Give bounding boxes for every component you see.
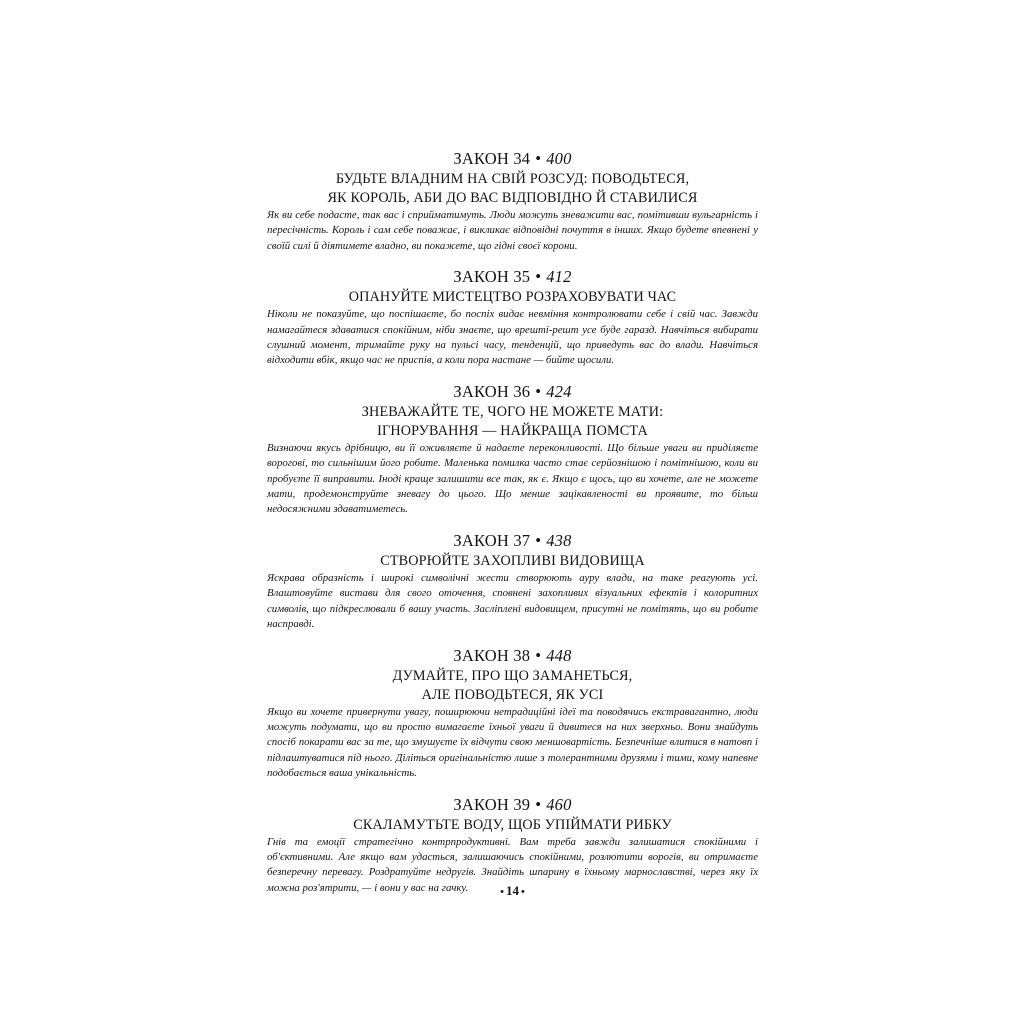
law-number: ЗАКОН 38 bbox=[453, 645, 531, 665]
law-title-line: ЯК КОРОЛЬ, АБИ ДО ВАС ВІДПОВІДНО Й СТАВИЛИСЯ bbox=[327, 190, 698, 206]
law-title-line: ДУМАЙТЕ, ПРО ЩО ЗАМАНЕТЬСЯ, bbox=[392, 667, 633, 684]
law-title-line: ІГНОРУВАННЯ — НАЙКРАЩА ПОМСТА bbox=[377, 422, 648, 439]
law-description: Гнів та емоції стратегічно контрпродуктивні. Вам треба завжди залишатися спокійними і об'єктивними. Але якщо вам удасться, залишаючись спокійними, розлютити ворогів, ви отримаєте безперечну перевагу. Роздратуйте недругів. Знайдіть шпарину в їхньому марнославстві, через яку їх можна роз'ятрити, — і вони у вас на гачку. bbox=[267, 835, 758, 894]
law-description: Яскрава образність і широкі символічні жести створюють ауру влади, на таке реагують усі. Влаштовуйте вистави для свого оточення, сповнені захопливих візуальних ефектів і колоритних символів, що підкреслювали б вашу участь. Засліплені видовищем, присутні не помітять, що ви робите насправді. bbox=[267, 571, 758, 631]
law-entry-39 bbox=[267, 795, 758, 897]
law-title-line: ЗНЕВАЖАЙТЕ ТЕ, ЧОГО НЕ МОЖЕТЕ МАТИ: bbox=[361, 403, 664, 420]
page-folio bbox=[267, 883, 758, 899]
law-heading bbox=[267, 382, 758, 402]
bullet-separator: • bbox=[535, 149, 542, 168]
page-reference: 460 bbox=[546, 794, 572, 814]
law-number: ЗАКОН 37 bbox=[453, 530, 531, 550]
law-title-line: ОПАНУЙТЕ МИСТЕЦТВО РОЗРАХОВУВАТИ ЧАС bbox=[348, 289, 677, 306]
page-reference: 412 bbox=[546, 267, 572, 287]
law-title-line: БУДЬТЕ ВЛАДНИМ НА СВІЙ РОЗСУД: ПОВОДЬТЕСЯ, bbox=[335, 171, 690, 187]
contents-page bbox=[267, 149, 758, 896]
law-description: Як ви себе подасте, так вас і сприйматимуть. Люди можуть зневажити вас, помітивши вульгарність і пересічність. Король і сам себе поважає, і викликає відповідні почуття в інших. Якщо будете впевнені у своїй силі й діятимете владно, ви покажете, що гідні своєї корони. bbox=[267, 209, 758, 252]
bullet-separator: • bbox=[535, 530, 542, 550]
page-number: 14 bbox=[506, 883, 519, 898]
law-heading bbox=[267, 149, 758, 169]
law-entry-35 bbox=[267, 267, 758, 369]
law-description: Ніколи не показуйте, що поспішаєте, бо поспіх видає невміння контролювати себе і свій час. Завжди намагайтеся здаватися спокійним, ніби знаєте, що врешті-решт усе буде гаразд. Навчіться вибирати слушний момент, тримайте руку на пульсі часу, тенденцій, що приведуть вас до влади. Навчіться відходити вбік, якщо час не приспів, а коли пора настане — бийте щосили. bbox=[267, 308, 758, 367]
law-number: ЗАКОН 39 bbox=[453, 794, 531, 814]
law-heading bbox=[267, 646, 758, 666]
law-entry-37 bbox=[267, 531, 758, 633]
law-number: ЗАКОН 35 bbox=[453, 267, 531, 287]
law-description: Якщо ви хочете привернути увагу, поширюючи нетрадиційні ідеї та поводячись екстравагантно, люди можуть подумати, що ви просто вимагаєте їхньої уваги й дивитеся на них зверхньо. Вони знайдуть спосіб покарати вас за те, що змушуєте їх відчути свою меншовартість. Безпечніше влитися в натовп і підлаштуватися під нього. Діліться оригінальністю лише з толерантними друзями і тими, кому напевне подобається ваша унікальність. bbox=[267, 705, 758, 780]
bullet-separator: • bbox=[535, 381, 542, 401]
law-heading bbox=[267, 267, 758, 287]
bullet-separator: • bbox=[535, 645, 542, 665]
law-entry-38 bbox=[267, 646, 758, 782]
bullet-separator: • bbox=[535, 794, 542, 814]
law-title-line: СКАЛАМУТЬТЕ ВОДУ, ЩОБ УПІЙМАТИ РИБКУ bbox=[353, 816, 672, 833]
folio-dot-right: • bbox=[521, 886, 525, 898]
law-number: ЗАКОН 34 bbox=[453, 149, 531, 168]
law-description: Визнаючи якусь дрібницю, ви її оживляєте й надаєте переконливості. Що більше уваги ви приділяєте ворогові, то сильнішим його робите. Маленька помилка часто стає серйознішою і помітнішою, коли ви пробуєте її виправити. Іноді краще залишити все так, як є. Якщо є щось, що ви хочете, але не можете мати, продемонструйте зневагу до цього. Що менше зацікавленості ви проявите, то більш недосяжними здаватиметесь. bbox=[267, 441, 758, 516]
page-reference: 448 bbox=[546, 645, 572, 665]
law-entry-34 bbox=[267, 149, 758, 254]
page-reference: 424 bbox=[546, 381, 572, 401]
bullet-separator: • bbox=[535, 267, 542, 287]
page-reference: 400 bbox=[546, 149, 572, 168]
page-reference: 438 bbox=[546, 530, 572, 550]
law-heading bbox=[267, 531, 758, 551]
law-heading bbox=[267, 795, 758, 815]
law-entry-36 bbox=[267, 382, 758, 518]
folio-dot-left: • bbox=[500, 886, 504, 898]
law-title-line: АЛЕ ПОВОДЬТЕСЯ, ЯК УСІ bbox=[421, 686, 604, 703]
law-title-line: СТВОРЮЙТЕ ЗАХОПЛИВІ ВИДОВИЩА bbox=[380, 552, 645, 569]
law-number: ЗАКОН 36 bbox=[453, 381, 531, 401]
